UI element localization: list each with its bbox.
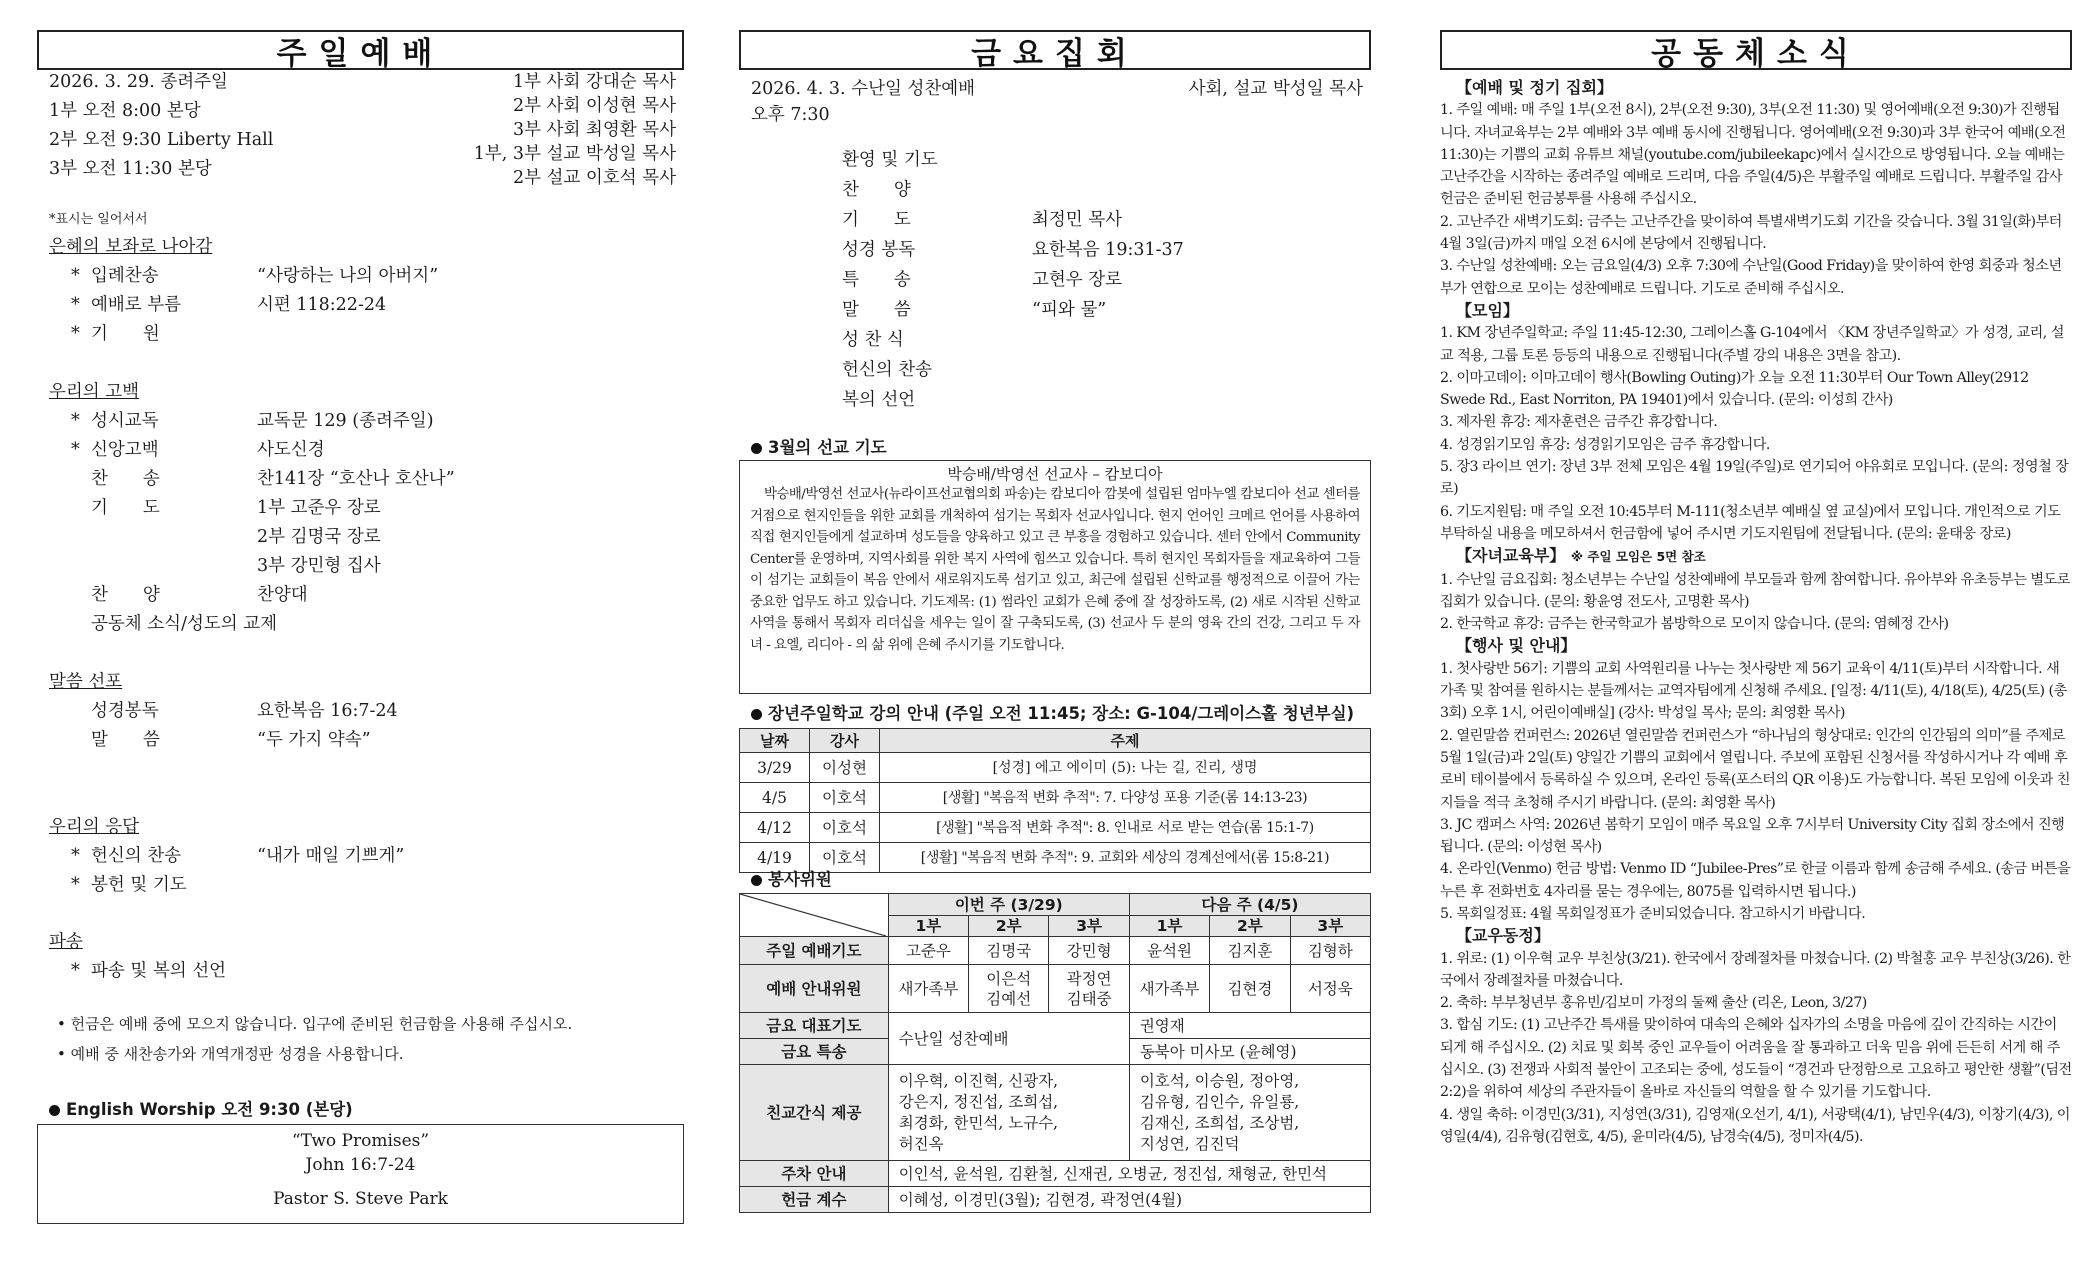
table-cell: 김명국 <box>969 937 1049 965</box>
row-label: 헌금 계수 <box>740 1187 889 1213</box>
order-value: 시편 118:22-24 <box>257 295 387 315</box>
order-label: 찬 양 <box>91 585 160 605</box>
table-cell: 이인석, 윤석원, 김환철, 신재권, 오병균, 정진섭, 채형균, 한민석 <box>888 1161 1370 1187</box>
order-label: 성경봉독 <box>91 701 159 721</box>
star-mark: * <box>71 440 80 460</box>
order-label: 특 송 <box>842 270 911 290</box>
table-cell: 서정욱 <box>1290 965 1370 1013</box>
leader-line-4: 1부, 3부 설교 박성일 목사 <box>473 144 676 164</box>
table-cell: 이호석 <box>810 813 880 843</box>
star-mark: * <box>71 295 80 315</box>
part-header: 1부 <box>888 916 968 937</box>
friday-date: 2026. 4. 3. 수난일 성찬예배 <box>751 79 976 99</box>
part-header: 3부 <box>1290 916 1370 937</box>
news-paragraph: 1. 수난일 금요집회: 청소년부는 수난일 성찬예배에 부모들과 함께 참여합니다. 유아부와 유초등부는 별도로 집회가 있습니다. (문의: 황윤영 전도사, 고명환 목사) <box>1440 571 2070 610</box>
order-value: 찬양대 <box>257 585 308 605</box>
order-label: 성시교독 <box>91 411 159 431</box>
part-header: 2부 <box>1210 916 1290 937</box>
news-column <box>1440 30 2072 1145</box>
friday-title: 금요집회 <box>739 30 1371 70</box>
star-mark: * <box>71 324 80 344</box>
news-paragraph: 3. JC 캠퍼스 사역: 2026년 봄학기 모임이 매주 목요일 오후 7시부터 University City 집회 장소에서 진행됩니다. (문의: 이성현 목사) <box>1440 816 2065 856</box>
section-heading: 말씀 선포 <box>49 672 123 692</box>
volunteers-table <box>739 893 1371 1213</box>
table-row <box>740 813 1371 843</box>
order-value: 찬141장 “호산나 호산나” <box>257 469 455 489</box>
table-row <box>740 1013 1371 1039</box>
service-time-2: 2부 오전 9:30 Liberty Hall <box>49 130 274 150</box>
news-paragraph: 3. 합심 기도: (1) 고난주간 특새를 맞이하여 대속의 은혜와 십자가의 소명을 마음에 깊이 간직하는 시간이 되게 해 주십시오. (2) 치료 및 회복 중인 교우들이 어려움을 잘 통과하고 더욱 믿음 위에 든든히 서게 해 주십시오. (3) 전쟁과 사회적 불안이 고조되는 중에, 성도들이 “경건과 단정함으로 고요하고 평안한 생활”(딤전 2:2)을 위하여 세상의 주관자들이 올바로 자신들의 역할을 할 수 있기를 기도합니다. <box>1440 1017 2072 1101</box>
order-label: 헌신의 찬송 <box>91 846 182 866</box>
news-paragraph: 2. 열린말씀 컨퍼런스: 2026년 열린말씀 컨퍼런스가 “하나님의 형상대로: 인간의 인간됨의 의미”를 주제로 5월 1일(금)과 2일(토) 양일간 기쁨의 교회에서 열립니다. 주보에 포함된 신청서를 작성하시거나 각 예배 후 로비 테이블에서 등록하실 수 있으며, 온라인 등록(포스터의 QR 이용)도 가능합니다. 복된 모임에 이웃과 친지들을 적극 초청해 주시기 바랍니다. (문의: 최영환 목사) <box>1440 727 2070 811</box>
table-row <box>740 1161 1371 1187</box>
english-sermon-title: “Two Promises” <box>291 1131 430 1151</box>
row-label: 친교간식 제공 <box>740 1065 889 1161</box>
row-label: 주차 안내 <box>740 1161 889 1187</box>
table-cell: 3/29 <box>740 753 810 783</box>
table-row <box>740 1065 1371 1161</box>
news-paragraph: 5. 장3 라이브 연기: 장년 3부 전체 모임은 4월 19일(주일)로 연기되어 야유회로 모입니다. (문의: 정영철 장로) <box>1440 459 2069 498</box>
table-cell: 이호석 <box>810 783 880 813</box>
part-header: 3부 <box>1049 916 1129 937</box>
part-header: 2부 <box>969 916 1049 937</box>
table-cell: 4/12 <box>740 813 810 843</box>
order-value: “두 가지 약속” <box>257 730 371 750</box>
order-label: 말 씀 <box>842 300 911 320</box>
news-section-tag: 【자녀교육부】 <box>1456 546 1566 566</box>
table-cell: 강민형 <box>1049 937 1129 965</box>
table-cell: 고준우 <box>888 937 968 965</box>
order-label: 기 도 <box>91 498 160 518</box>
row-label: 금요 특송 <box>740 1039 889 1065</box>
section-heading: 우리의 응답 <box>49 817 140 837</box>
news-paragraph: 1. KM 장년주일학교: 주일 11:45-12:30, 그레이스홀 G-104에서 〈KM 장년주일학교〉가 성경, 교리, 설교 적용, 그룹 토론 등등의 내용으로 진행됩니다(주별 강의 내용은 3면을 참고). <box>1440 325 2064 364</box>
bullet-icon <box>751 709 762 720</box>
news-paragraph: 4. 온라인(Venmo) 헌금 방법: Venmo ID “Jubilee-Pres”로 한글 이름과 함께 송금해 주세요. (송금 버튼을 누른 후 전화번호 4자리를 묻는 경우에는, 8075를 입력하시면 됩니다.) <box>1440 861 2071 900</box>
order-label: 환영 및 기도 <box>842 150 938 170</box>
bullet-icon <box>751 443 762 454</box>
order-label: 봉헌 및 기도 <box>91 875 187 895</box>
news-paragraph: 1. 첫사랑반 56기: 기쁨의 교회 사역원리를 나누는 첫사랑반 제 56기 교육이 4/11(토)부터 시작합니다. 새가족 및 참여를 원하시는 분들께서는 교역자팀에게 신청해 주세요. [일정: 4/11(토), 4/18(토), 4/25(토) (총 3회) 오후 1시, 어린이예배실] (강사: 박성일 목사; 문의: 최영환 목사) <box>1440 660 2067 722</box>
table-cell: 수난일 성찬예배 <box>888 1013 1129 1065</box>
order-label: 입례찬송 <box>91 266 159 286</box>
section-heading: 파송 <box>49 932 83 952</box>
order-value: 고현우 장로 <box>1032 270 1123 290</box>
table-cell: 곽정연 김태중 <box>1049 965 1129 1013</box>
table-cell: 동북아 미사모 (윤혜영) <box>1129 1039 1370 1065</box>
service-time-1: 1부 오전 8:00 본당 <box>49 101 201 121</box>
star-mark: * <box>71 875 80 895</box>
bullet-icon <box>751 875 762 886</box>
news-section-tag-row <box>1440 545 2072 568</box>
table-cell: 이우혁, 이진혁, 신광자, 강은지, 정진섭, 조희섭, 최경화, 한민석, 노규수, 허진옥 <box>888 1065 1129 1161</box>
order-label: 복의 선언 <box>842 390 916 410</box>
table-row <box>740 783 1371 813</box>
order-value: 2부 김명국 장로 <box>257 527 381 547</box>
leader-line-3: 3부 사회 최영환 목사 <box>512 120 676 140</box>
order-label: 기 원 <box>91 324 160 344</box>
note-line: • 헌금은 예배 중에 모으지 않습니다. 입구에 준비된 헌금함을 사용해 주십시오. <box>57 1015 573 1033</box>
column-header: 날짜 <box>740 729 810 753</box>
news-paragraph: 1. 위로: (1) 이우혁 교우 부친상(3/21). 한국에서 장례절차를 마쳤습니다. (2) 박철홍 교우 부친상(3/26). 한국에서 장례절차를 마쳤습니다. <box>1440 950 2071 989</box>
english-scripture: John 16:7-24 <box>305 1155 416 1175</box>
table-cell: 새가족부 <box>1129 965 1209 1013</box>
volunteers-heading: 봉사위원 <box>751 868 832 892</box>
table-cell: [생활] "복음적 변화 추적": 7. 다양성 포용 기준(롬 14:13-23) <box>880 783 1371 813</box>
news-section-tag: 【교우동정】 <box>1456 926 1550 946</box>
star-mark: * <box>71 266 80 286</box>
table-row <box>740 1187 1371 1213</box>
table-cell: 윤석원 <box>1129 937 1209 965</box>
worship-column <box>37 30 684 1209</box>
table-cell: 4/5 <box>740 783 810 813</box>
row-label: 금요 대표기도 <box>740 1013 889 1039</box>
table-row <box>740 965 1371 1013</box>
mission-heading: 3월의 선교 기도 <box>751 436 887 460</box>
table-cell: 이호석, 이승원, 정아영, 김유형, 김인수, 유일룡, 김재신, 조희섭, 조상범, 지성연, 김진덕 <box>1129 1065 1370 1161</box>
order-value: “피와 물” <box>1032 300 1107 320</box>
worship-title: 주일예배 <box>37 30 684 70</box>
bullet-icon <box>49 1105 60 1116</box>
order-value: 교독문 129 (종려주일) <box>257 411 434 431</box>
mission-box-title: 박승배/박영선 선교사 – 캄보디아 <box>947 465 1163 483</box>
part-header: 1부 <box>1129 916 1209 937</box>
news-paragraph: 2. 축하: 부부청년부 홍유빈/김보미 가정의 둘째 출산 (리온, Leon, 3/27) <box>1440 995 1867 1012</box>
table-row <box>740 843 1371 873</box>
column-header: 주제 <box>880 729 1371 753</box>
english-worship-box <box>37 1124 684 1224</box>
order-label: 말 씀 <box>91 730 160 750</box>
order-value: 3부 강민형 집사 <box>257 556 381 576</box>
table-cell: 김지훈 <box>1210 937 1290 965</box>
news-section-tag: 【예배 및 정기 집회】 <box>1456 78 1613 97</box>
table-cell: 새가족부 <box>888 965 968 1013</box>
friday-leader: 사회, 설교 박성일 목사 <box>1188 79 1363 99</box>
leader-line-5: 2부 설교 이호석 목사 <box>512 168 676 188</box>
worship-date: 2026. 3. 29. 종려주일 <box>49 72 228 92</box>
news-title: 공동체소식 <box>1440 30 2072 70</box>
table-row <box>740 937 1371 965</box>
star-mark: * <box>71 961 80 981</box>
table-cell: 김형하 <box>1290 937 1370 965</box>
news-section-tag: 【모임】 <box>1456 300 1519 320</box>
order-value: 요한복음 19:31-37 <box>1032 240 1184 260</box>
news-paragraph: 3. 수난일 성찬예배: 오는 금요일(4/3) 오후 7:30에 수난일(Good Friday)을 맞이하여 한영 회중과 청소년부가 연합으로 모이는 성찬예배로 드립니다. 기도로 준비해 주십시오. <box>1440 258 2062 297</box>
star-mark: * <box>71 846 80 866</box>
order-value: 요한복음 16:7-24 <box>257 701 398 721</box>
news-section-note: ※ 주일 모임은 5면 참조 <box>1570 549 1706 565</box>
friday-column <box>739 30 1371 1209</box>
news-paragraph: 4. 생일 축하: 이경민(3/31), 지성연(3/31), 김영재(오선기, 4/1), 서광택(4/1), 남민우(4/3), 이창기(4/3), 이영일(4/4), 김유형(김현호, 4/5), 윤미라(4/5), 남경숙(4/5), 정미자(4/5). <box>1440 1106 2070 1145</box>
column-header: 강사 <box>810 729 880 753</box>
table-cell: 4/19 <box>740 843 810 873</box>
news-paragraph: 5. 목회일정표: 4월 목회일정표가 준비되었습니다. 참고하시기 바랍니다. <box>1440 905 1866 922</box>
section-heading: 은혜의 보좌로 나아감 <box>49 237 213 257</box>
table-cell: 김현경 <box>1210 965 1290 1013</box>
table-cell: 이성현 <box>810 753 880 783</box>
order-value: “사랑하는 나의 아버지” <box>257 266 439 286</box>
table-cell: [생활] "복음적 변화 추적": 8. 인내로 서로 받는 연습(롬 15:1-7) <box>880 813 1371 843</box>
stand-note: *표시는 일어서서 <box>49 212 148 227</box>
mission-box <box>739 460 1371 694</box>
order-label: 성 찬 식 <box>842 330 904 350</box>
news-paragraph: 3. 제자원 휴강: 제자훈련은 금주간 휴강합니다. <box>1440 414 1718 431</box>
section-heading: 우리의 고백 <box>49 382 140 402</box>
table-cell: [성경] 에고 에이미 (5): 나는 길, 진리, 생명 <box>880 753 1371 783</box>
news-body <box>1440 77 2072 1148</box>
news-paragraph: 2. 한국학교 휴강: 금주는 한국학교가 봄방학으로 모이지 않습니다. (문의: 염혜정 간사) <box>1440 616 1949 633</box>
mission-body: 박승배/박영선 선교사(뉴라이프선교협의회 파송)는 캄보디아 깜봇에 설립된 엄마누엘 캄보디아 선교 센터를 거점으로 현지인들을 위한 교회를 개척하여 섬기는 목회자 선교사입니다. 현지 언어인 크메르 언어를 사용하여 직접 현지인들에게 설교하며 성도들을 양육하고 있고 큰 부흥을 경험하고 있습니다. 센터 안에서 Community Center를 운영하며, 지역사회를 위한 복지 사역에 힘쓰고 있습니다. 특히 현지인 목회자들을 재교육하여 그들이 섬기는 교회들이 복음 안에서 새로워지도록 섬기고 있고, 최근에 설립된 신학교를 행정적으로 이끌어 가는 중요한 업무도 하고 있습니다. 기도제목: (1) 썸라인 교회가 은혜 중에 잘 성장하도록, (2) 새로 시작된 신학교 사역을 통해서 목회자 리더십을 세우는 일이 잘 구축되도록, (3) 선교사 두 분의 영육 간의 건강, 그리고 두 자녀 - 요엘, 리디아 - 의 삶 위에 은혜 주시기를 기도합니다. <box>750 487 1361 653</box>
table-cell: 이혜성, 이경민(3월); 김현경, 곽정연(4월) <box>888 1187 1370 1213</box>
leader-line-2: 2부 사회 이성현 목사 <box>512 96 676 116</box>
order-label: 기 도 <box>842 210 911 230</box>
english-pastor: Pastor S. Steve Park <box>273 1189 448 1209</box>
lecture-heading: 장년주일학교 강의 안내 (주일 오전 11:45; 장소: G-104/그레이스홀 청년부실) <box>751 702 1354 726</box>
order-label: 공동체 소식/성도의 교제 <box>91 614 278 634</box>
row-label: 주일 예배기도 <box>740 937 889 965</box>
order-label: 예배로 부름 <box>91 295 182 315</box>
table-corner-cell <box>740 894 889 937</box>
news-paragraph: 1. 주일 예배: 매 주일 1부(오전 8시), 2부(오전 9:30), 3부(오전 11:30) 및 영어예배(오전 9:30)가 진행됩니다. 자녀교육부는 2부 예배와 3부 예배 동시에 진행됩니다. 영어예배(오전 9:30)과 3부 한국어 예배(오전 11:30)는 기쁨의 교회 유튜브 채널(youtube.com/jubileekapc)에서 실시간으로 방영됩니다. 오늘 예배는 고난주간을 시작하는 종려주일 예배로 드리며, 다음 주일(4/5)은 부활주일 예배로 드립니다. 부활주일 감사헌금은 준비된 헌금봉투를 사용해 주십시오. <box>1440 102 2066 208</box>
service-time-3: 3부 오전 11:30 본당 <box>49 159 212 179</box>
order-label: 파송 및 복의 선언 <box>91 961 227 981</box>
news-paragraph: 2. 이마고데이: 이마고데이 행사(Bowling Outing)가 오늘 오전 11:30부터 Our Town Alley(2912 Swede Rd., East Norriton, PA 19401)에서 있습니다. (문의: 이성희 간사) <box>1440 369 2029 409</box>
order-value: 최정민 목사 <box>1032 210 1123 230</box>
english-worship-heading: English Worship 오전 9:30 (본당) <box>49 1098 353 1122</box>
diagonal-line <box>740 894 886 936</box>
order-value: “내가 매일 기쁘게” <box>257 846 405 866</box>
star-mark: * <box>71 411 80 431</box>
news-paragraph: 6. 기도지원팀: 매 주일 오전 10:45부터 M-111(청소년부 예배실 옆 교실)에서 모입니다. 개인적으로 기도 부탁하실 내용을 메모하셔서 헌금함에 넣어 주시면 기도지원팀에 전달됩니다. (문의: 윤태웅 장로) <box>1440 503 2061 542</box>
order-label: 찬 양 <box>842 180 911 200</box>
lecture-table <box>739 728 1371 873</box>
order-label: 헌신의 찬송 <box>842 360 933 380</box>
note-line: • 예배 중 새찬송가와 개역개정판 성경을 사용합니다. <box>57 1045 404 1063</box>
next-week-header: 다음 주 (4/5) <box>1129 894 1370 916</box>
order-label: 찬 송 <box>91 469 160 489</box>
this-week-header: 이번 주 (3/29) <box>888 894 1129 916</box>
order-value: 1부 고준우 장로 <box>257 498 381 518</box>
friday-time: 오후 7:30 <box>751 105 830 125</box>
leader-line-1: 1부 사회 강대순 목사 <box>512 72 676 92</box>
order-value: 사도신경 <box>257 440 325 460</box>
order-label: 신앙고백 <box>91 440 159 460</box>
row-label: 예배 안내위원 <box>740 965 889 1013</box>
table-row <box>740 753 1371 783</box>
news-paragraph: 4. 성경읽기모임 휴강: 성경읽기모임은 금주 휴강합니다. <box>1440 436 1770 453</box>
order-label: 성경 봉독 <box>842 240 916 260</box>
news-section-tag: 【행사 및 안내】 <box>1456 636 1577 656</box>
table-cell: 이은석 김예선 <box>969 965 1049 1013</box>
table-cell: 권영재 <box>1129 1013 1370 1039</box>
table-cell: 이호석 <box>810 843 880 873</box>
news-paragraph: 2. 고난주간 새벽기도회: 금주는 고난주간을 맞이하여 특별새벽기도회 기간을 갖습니다. 3월 31일(화)부터 4월 3일(금)까지 매일 오전 6시에 본당에서 진행됩니다. <box>1440 213 2062 253</box>
table-cell: [생활] "복음적 변화 추적": 9. 교회와 세상의 경계선에서(롬 15:8-21) <box>880 843 1371 873</box>
